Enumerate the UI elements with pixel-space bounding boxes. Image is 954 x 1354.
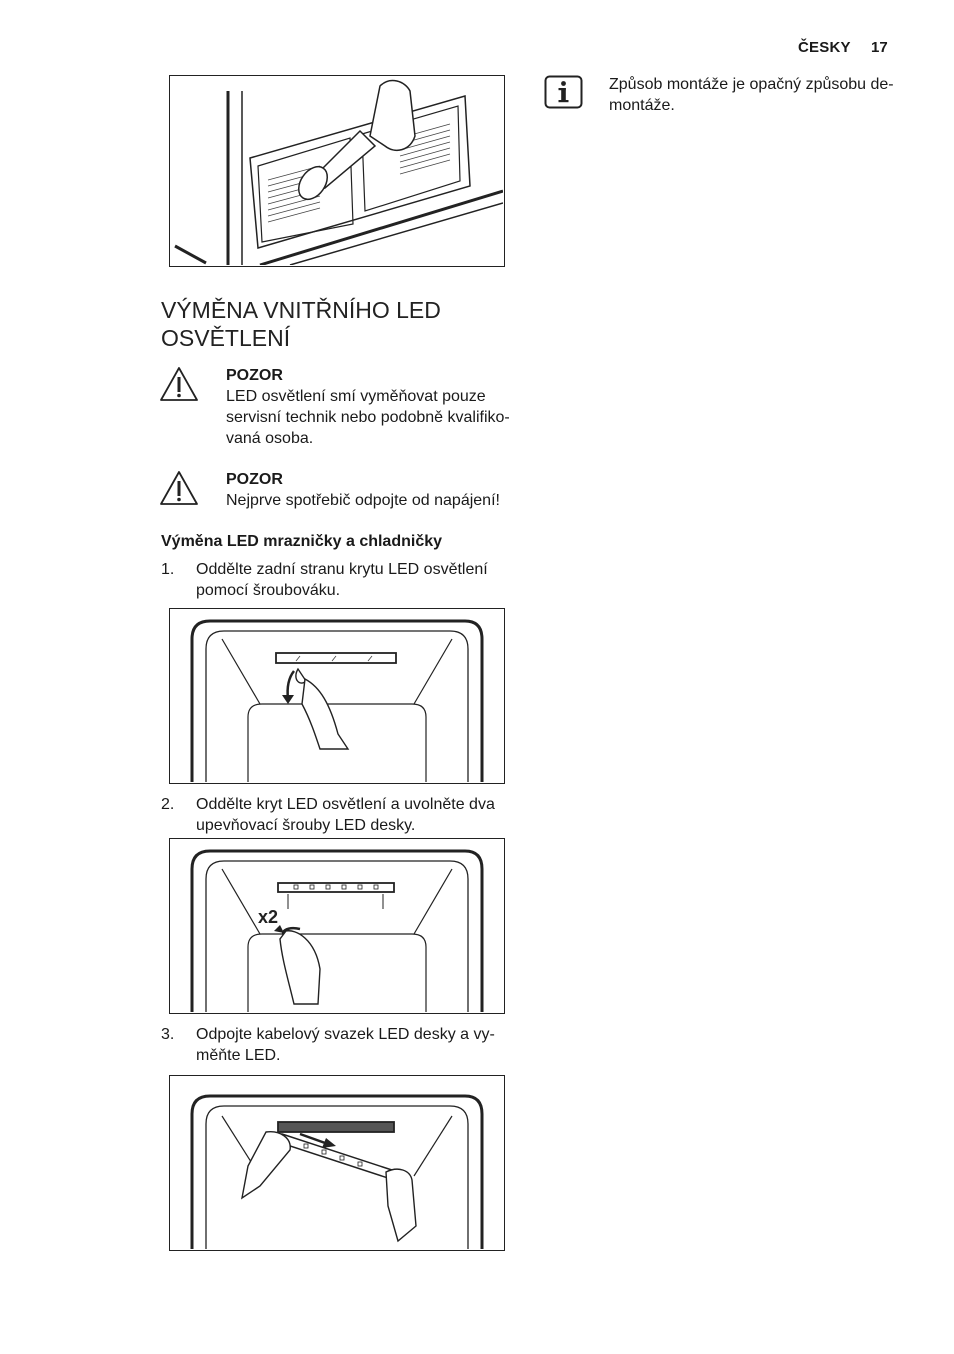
warning-label: POZOR: [226, 367, 283, 384]
step-text: Oddělte zadní stranu krytu LED osvětlení pomocí šroubováku.: [196, 561, 488, 599]
warning-icon: [159, 366, 199, 407]
figure-filter-cleaning: [169, 75, 505, 267]
warning-block: [226, 366, 526, 449]
remove-cover-illustration: [170, 609, 503, 782]
replace-board-illustration: [170, 1076, 503, 1249]
figure-remove-led-cover: [169, 608, 505, 784]
filter-cleaning-illustration: [170, 76, 503, 265]
warning-text: LED osvětlení smí vyměňovat pouze servisní technik nebo podobně kvalifiko-vaná osoba.: [226, 388, 510, 447]
unscrew-board-illustration: [170, 839, 503, 1012]
step-number: 1.: [161, 561, 175, 578]
figure-unscrew-led-board: [169, 838, 505, 1014]
warning-label: POZOR: [226, 471, 283, 488]
step-item: [161, 559, 511, 603]
step-number: 3.: [161, 1026, 175, 1043]
subsection-title: Výměna LED mrazničky a chladničky: [161, 533, 443, 550]
multiplier-label: x2: [258, 907, 279, 927]
info-note-text: Způsob montáže je opačný způsobu de-montáže.: [609, 76, 894, 114]
warning-text: Nejprve spotřebič odpojte od napájení!: [226, 492, 500, 509]
warning-block: [226, 470, 526, 511]
info-icon: [544, 75, 583, 114]
figure-replace-led-board: [169, 1075, 505, 1251]
step-item: [161, 794, 511, 838]
step-text: Oddělte kryt LED osvětlení a uvolněte dva upevňovací šrouby LED desky.: [196, 796, 495, 834]
step-number: 2.: [161, 796, 175, 813]
page-language: ČESKY: [798, 39, 851, 56]
warning-icon: [159, 470, 199, 511]
step-item: [161, 1024, 511, 1068]
page-number: 17: [871, 39, 888, 56]
step-text: Odpojte kabelový svazek LED desky a vy-měňte LED.: [196, 1026, 495, 1064]
section-title: VÝMĚNA VNITŘNÍHO LED OSVĚTLENÍ: [161, 297, 441, 351]
